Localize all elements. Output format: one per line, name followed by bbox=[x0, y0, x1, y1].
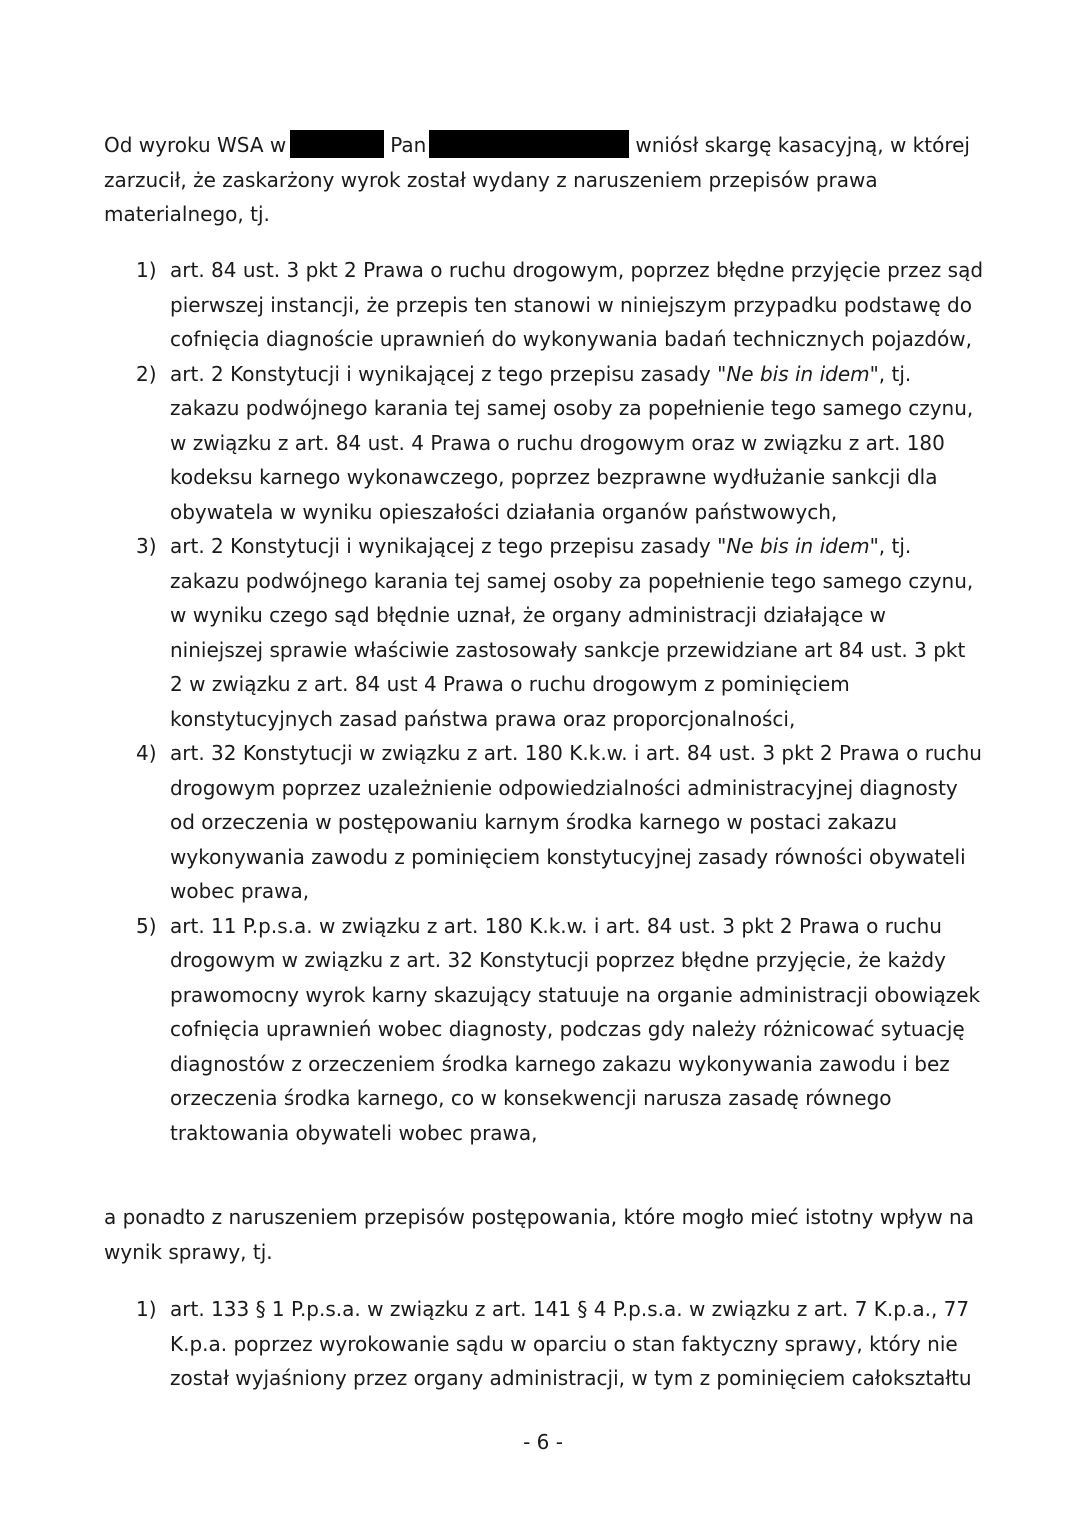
intro-paragraph bbox=[104, 128, 984, 232]
list-number: 1) bbox=[136, 1297, 157, 1321]
intro-text-part2: Pan bbox=[390, 133, 427, 157]
list-item-text-pre: art. 2 Konstytucji i wynikającej z tego przepisu zasady " bbox=[170, 534, 727, 558]
list-item-text: art. 133 § 1 P.p.s.a. w związku z art. 141 § 4 P.p.s.a. w związku z art. 7 K.p.a., 77 K.p.a. poprzez wyrokowanie sądu w oparciu o stan faktyczny sprawy, który nie został wyjaśniony przez organy administracji, w tym z pominięciem całokształtu bbox=[170, 1297, 972, 1390]
page-number: - 6 - bbox=[523, 1430, 563, 1454]
list-number: 3) bbox=[136, 534, 157, 558]
list-item bbox=[104, 357, 984, 530]
list-number: 5) bbox=[136, 913, 157, 938]
list-item bbox=[104, 253, 984, 357]
latin-maxim: Ne bis in idem bbox=[726, 534, 870, 558]
list-item bbox=[104, 1292, 984, 1396]
list-item bbox=[104, 736, 984, 909]
list-item-text-pre: art. 2 Konstytucji i wynikającej z tego przepisu zasady " bbox=[170, 361, 727, 386]
latin-maxim: Ne bis in idem bbox=[726, 361, 870, 386]
list-item bbox=[104, 529, 984, 736]
intro-text-part3: wniósł skargę kasacyjną, w której zarzucił, że zaskarżony wyrok został wydany z naruszeniem przepisów prawa materialnego, tj. bbox=[104, 133, 970, 226]
procedural-intro-paragraph: a ponadto z naruszeniem przepisów postępowania, które mogło mieć istotny wpływ na wynik sprawy, tj. bbox=[104, 1205, 974, 1264]
material-violations-list bbox=[104, 253, 984, 1150]
list-item-text-post: ", tj. zakazu podwójnego karania tej samej osoby za popełnienie tego samego czynu, w wyniku czego sąd błędnie uznał, że organy administracji działające w niniejszej sprawie właściwie zastosowały sankcje przewidziane art 84 ust. 3 pkt 2 w związku z art. 84 ust 4 Prawa o ruchu drogowym z pominięciem konstytucyjnych zasad państwa prawa oraz proporcjonalności, bbox=[170, 534, 974, 731]
procedural-violations-list bbox=[104, 1292, 984, 1396]
list-item-text-post: ", tj. zakazu podwójnego karania tej samej osoby za popełnienie tego samego czynu, w związku z art. 84 ust. 4 Prawa o ruchu drogowym oraz w związku z art. 180 kodeksu karnego wykonawczego, poprzez bezprawne wydłużanie sankcji dla obywatela w wyniku opieszałości działania organów państwowych, bbox=[170, 361, 974, 524]
list-item-text: art. 32 Konstytucji w związku z art. 180 K.k.w. i art. 84 ust. 3 pkt 2 Prawa o ruchu drogowym poprzez uzależnienie odpowiedzialności administracyjnej diagnosty od orzeczenia w postępowaniu karnym środka karnego w postaci zakazu wykonywania zawodu z pominięciem konstytucyjnej zasady równości obywateli wobec prawa, bbox=[170, 741, 982, 903]
list-item bbox=[104, 909, 984, 1151]
redaction-box bbox=[429, 130, 629, 158]
list-number: 1) bbox=[136, 258, 157, 282]
list-item-text: art. 11 P.p.s.a. w związku z art. 180 K.k.w. i art. 84 ust. 3 pkt 2 Prawa o ruchu drogowym w związku z art. 32 Konstytucji poprzez błędne przyjęcie, że każdy prawomocny wyrok karny skazujący statuuje na organie administracji obowiązek cofnięcia uprawnień wobec diagnosty, podczas gdy należy różnicować sytuację diagnostów z orzeczeniem środka karnego zakazu wykonywania zawodu i bez orzeczenia środka karnego, co w konsekwencji narusza zasadę równego traktowania obywateli wobec prawa, bbox=[170, 913, 981, 1145]
list-number: 2) bbox=[136, 361, 157, 386]
redaction-box bbox=[290, 130, 384, 158]
list-item-text: art. 84 ust. 3 pkt 2 Prawa o ruchu drogowym, poprzez błędne przyjęcie przez sąd pierwszej instancji, że przepis ten stanowi w niniejszym przypadku podstawę do cofnięcia diagnoście uprawnień do wykonywania badań technicznych pojazdów, bbox=[170, 258, 984, 351]
list-number: 4) bbox=[136, 741, 157, 765]
intro-text-part1: Od wyroku WSA w bbox=[104, 133, 287, 157]
